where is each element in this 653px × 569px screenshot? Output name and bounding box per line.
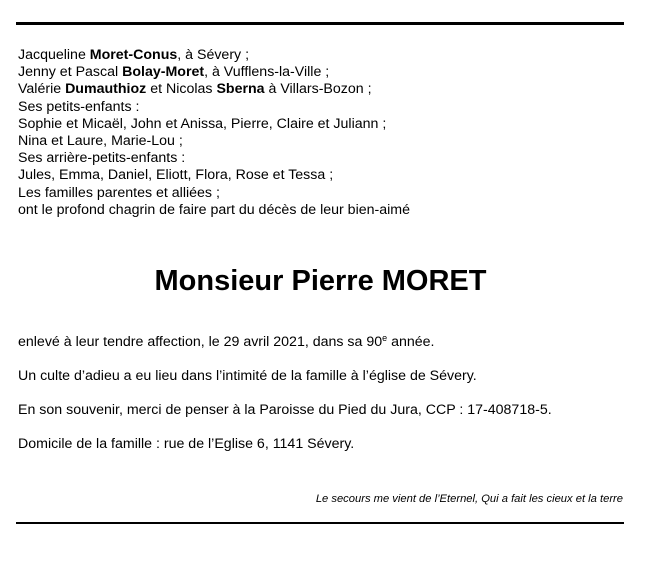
family-line: Jacqueline Moret-Conus, à Sévery ; — [18, 47, 250, 63]
family-line: Valérie Dumauthioz et Nicolas Sberna à Villars-Bozon ; — [18, 81, 372, 98]
bible-verse: Le secours me vient de l’Eternel, Qui a fait les cieux et la terre — [315, 493, 623, 505]
family-line: Nina et Laure, Marie-Lou ; — [18, 133, 183, 150]
family-line: Jules, Emma, Daniel, Eliott, Flora, Rose et Tessa ; — [18, 167, 334, 184]
donation-note: En son souvenir, merci de penser à la Paroisse du Pied du Jura, CCP : 17-408718-5. — [18, 402, 552, 418]
death-notice: enlevé à leur tendre affection, le 29 avril 2021, dans sa 90e année. — [18, 333, 435, 350]
ceremony-note: Un culte d’adieu a eu lieu dans l’intimité de la famille à l’église de Sévery. — [18, 368, 477, 384]
bottom-divider — [16, 522, 624, 524]
deceased-name: Monsieur Pierre MORET — [154, 265, 487, 297]
top-divider — [16, 22, 624, 25]
family-address: Domicile de la famille : rue de l’Eglise 6, 1141 Sévery. — [18, 436, 355, 452]
family-line: Les familles parentes et alliées ; — [18, 184, 220, 201]
family-line: Sophie et Micaël, John et Anissa, Pierre, Claire et Juliann ; — [18, 115, 387, 132]
family-list — [18, 47, 410, 219]
family-line: Ses arrière-petits-enfants : — [18, 150, 186, 167]
family-line: Jenny et Pascal Bolay-Moret, à Vufflens-la-Ville ; — [18, 64, 330, 81]
family-line: Ses petits-enfants : — [18, 98, 140, 115]
family-line: ont le profond chagrin de faire part du décès de leur bien-aimé — [18, 201, 410, 218]
